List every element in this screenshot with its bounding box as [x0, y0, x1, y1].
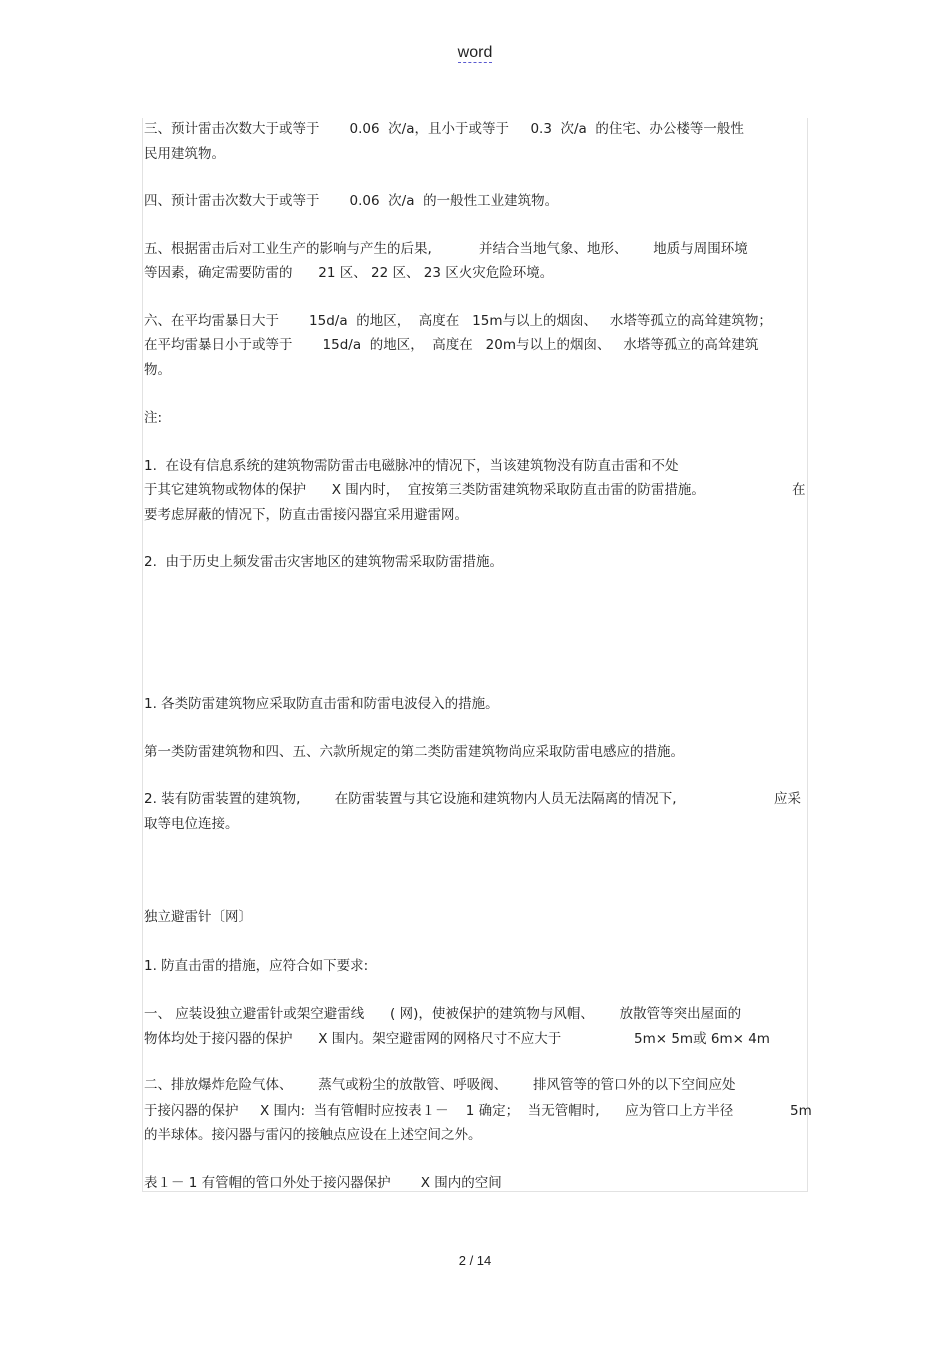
section-item-3-line-2-end: 5m [790, 1103, 812, 1119]
section-item-3-line-1: 二、排放爆炸危险气体、 蒸气或粉尘的放散管、呼吸阀、 排风管等的管口外的以下空间应处 [144, 1077, 736, 1093]
header-title: word [457, 44, 493, 61]
paragraph-4-line-1: 四、预计雷击次数大于或等于 0.06 次/a 的一般性工业建筑物。 [144, 193, 559, 209]
section-item-3-line-2: 于接闪器的保护 X 围内: 当有管帽时应按表１－ 1 确定； 当无管帽时, 应为管口上方半径 [144, 1103, 734, 1119]
paragraph-3-line-2: 民用建筑物。 [144, 146, 225, 162]
note-title: 注: [144, 410, 163, 426]
section-title: 独立避雷针〔网〕 [144, 909, 252, 925]
section-item-2-line-2: 物体均处于接闪器的保护 X 围内。架空避雷网的网格尺寸不应大于 [144, 1031, 562, 1047]
section-item-1-line-1: 1. 防直击雷的措施，应符合如下要求: [144, 958, 369, 974]
paragraph-6-line-1: 六、在平均雷暴日大于 15d/a 的地区， 高度在 15m与以上的烟囱、 水塔等孤立的高耸建筑物； [144, 313, 772, 329]
section-item-2-line-1: 一、 应装设独立避雷针或架空避雷线 ( 网)，使被保护的建筑物与风帽、 放散管等突出屋面的 [144, 1006, 742, 1022]
measure-1-line-1: 1. 各类防雷建筑物应采取防直击雷和防雷电波侵入的措施。 [144, 696, 499, 712]
table-caption: 表１－ 1 有管帽的管口外处于接闪器保护 X 围内的空间 [144, 1175, 502, 1191]
paragraph-5-line-1: 五、根据雷击后对工业生产的影响与产生的后果, 并结合当地气象、地形、 地质与周围环境 [144, 241, 748, 257]
section-item-2-line-2-end: 5m× 5m或 6m× 4m [634, 1031, 770, 1047]
paragraph-6-line-2: 在平均雷暴日小于或等于 15d/a 的地区， 高度在 20m与以上的烟囱、 水塔等孤立的高耸建筑 [144, 337, 759, 353]
measure-3-line-1: 2. 装有防雷装置的建筑物, 在防雷装置与其它设施和建筑物内人员无法隔离的情况下, [144, 791, 677, 807]
note-1-line-2: 于其它建筑物或物体的保护 X 围内时， 宜按第三类防雷建筑物采取防直击雷的防雷措施。 [144, 482, 705, 498]
page-header [0, 44, 950, 62]
measure-2-line-1: 第一类防雷建筑物和四、五、六款所规定的第二类防雷建筑物尚应采取防雷电感应的措施。 [144, 744, 684, 760]
paragraph-3-line-1: 三、预计雷击次数大于或等于 0.06 次/a，且小于或等于 0.3 次/a 的住宅、办公楼等一般性 [144, 121, 744, 137]
note-1-line-2-end: 在 [792, 482, 806, 498]
note-2-line-1: 2. 由于历史上频发雷击灾害地区的建筑物需采取防雷措施。 [144, 554, 503, 570]
measure-3-line-2: 取等电位连接。 [144, 816, 239, 832]
note-1-line-1: 1. 在设有信息系统的建筑物需防雷击电磁脉冲的情况下，当该建筑物没有防直击雷和不处 [144, 458, 679, 474]
page-number: 2 / 14 [458, 1253, 492, 1268]
note-1-line-3: 要考虑屏蔽的情况下，防直击雷接闪器宜采用避雷网。 [144, 507, 468, 523]
measure-3-line-1-end: 应采 [774, 791, 801, 807]
paragraph-6-line-3: 物。 [144, 362, 171, 378]
paragraph-5-line-2: 等因素，确定需要防雷的 21 区、 22 区、 23 区火灾危险环境。 [144, 265, 554, 281]
section-item-3-line-3: 的半球体。接闪器与雷闪的接触点应设在上述空间之外。 [144, 1127, 482, 1143]
